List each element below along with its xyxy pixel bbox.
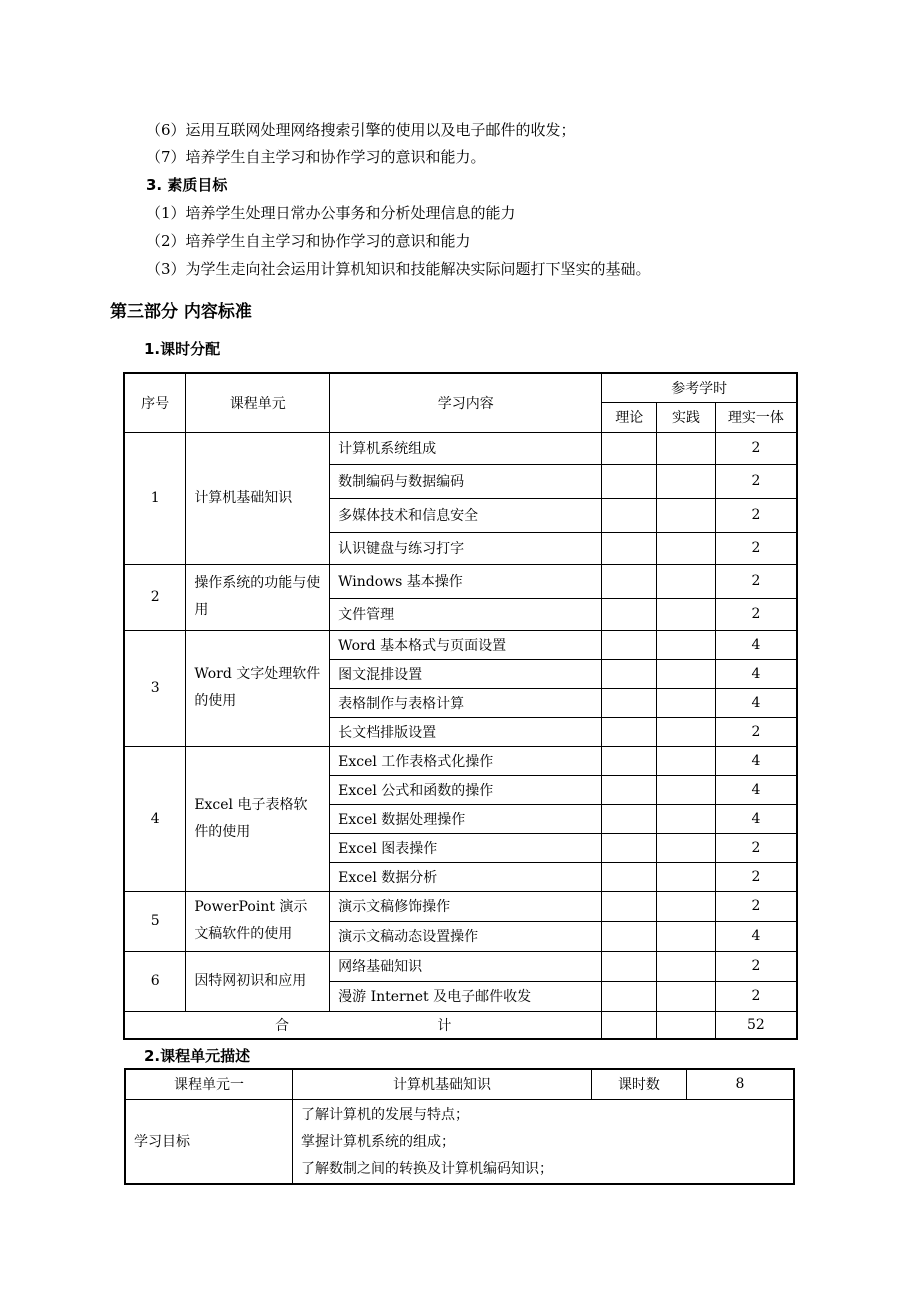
goal-item: 掌握计算机系统的组成； <box>301 1133 456 1150</box>
practice-hours <box>657 630 716 659</box>
theory-hours <box>602 891 657 921</box>
goal-list <box>293 1099 794 1184</box>
header-content: 学习内容 <box>330 373 602 432</box>
quality-heading: 3. 素质目标 <box>146 176 228 194</box>
part3-title: 第三部分 内容标准 <box>110 302 252 322</box>
integrated-hours: 2 <box>715 464 797 498</box>
total-row <box>124 1011 797 1039</box>
table-row <box>124 746 797 775</box>
total-hours: 52 <box>715 1011 797 1039</box>
unit-name: 因特网初识和应用 <box>186 951 330 1011</box>
hours-allocation-table <box>123 372 798 1040</box>
learning-content: 长文档排版设置 <box>330 717 602 746</box>
integrated-hours: 4 <box>715 630 797 659</box>
quality-item-3: （3）为学生走向社会运用计算机知识和技能解决实际问题打下坚实的基础。 <box>146 260 651 278</box>
table-row <box>124 564 797 598</box>
practice-hours <box>657 862 716 891</box>
integrated-hours: 2 <box>715 598 797 630</box>
header-integrated: 理实一体 <box>715 402 797 432</box>
practice-hours <box>657 717 716 746</box>
learning-content: 认识键盘与练习打字 <box>330 532 602 564</box>
theory-hours <box>602 921 657 951</box>
unit-seq: 6 <box>124 951 186 1011</box>
header-practice: 实践 <box>657 402 716 432</box>
goal-label: 学习目标 <box>125 1099 293 1184</box>
integrated-hours: 2 <box>715 833 797 862</box>
practice-hours <box>657 981 716 1011</box>
learning-content: 表格制作与表格计算 <box>330 688 602 717</box>
header-theory: 理论 <box>602 402 657 432</box>
unit-seq: 2 <box>124 564 186 630</box>
practice-hours <box>657 598 716 630</box>
integrated-hours: 2 <box>715 981 797 1011</box>
header-ref-hours: 参考学时 <box>602 373 797 402</box>
integrated-hours: 2 <box>715 432 797 464</box>
theory-hours <box>602 630 657 659</box>
practice-hours <box>657 746 716 775</box>
table-row <box>124 630 797 659</box>
practice-hours <box>657 659 716 688</box>
theory-hours <box>602 717 657 746</box>
practice-hours <box>657 804 716 833</box>
intro-item-6: （6）运用互联网处理网络搜索引擎的使用以及电子邮件的收发； <box>146 121 576 139</box>
learning-content: Excel 公式和函数的操作 <box>330 775 602 804</box>
integrated-hours: 2 <box>715 498 797 532</box>
hours-label: 课时数 <box>592 1069 687 1099</box>
theory-hours <box>602 598 657 630</box>
table-row <box>124 951 797 981</box>
unit-seq: 1 <box>124 432 186 564</box>
theory-hours <box>602 775 657 804</box>
learning-content: Excel 图表操作 <box>330 833 602 862</box>
learning-content: Windows 基本操作 <box>330 564 602 598</box>
integrated-hours: 4 <box>715 775 797 804</box>
integrated-hours: 2 <box>715 951 797 981</box>
theory-hours <box>602 532 657 564</box>
learning-content: Excel 数据分析 <box>330 862 602 891</box>
learning-content: Excel 工作表格式化操作 <box>330 746 602 775</box>
learning-content: 多媒体技术和信息安全 <box>330 498 602 532</box>
practice-hours <box>657 833 716 862</box>
integrated-hours: 4 <box>715 804 797 833</box>
unit-name: PowerPoint 演示文稿软件的使用 <box>186 891 330 951</box>
unit-name: Word 文字处理软件的使用 <box>186 630 330 746</box>
unit-seq: 3 <box>124 630 186 746</box>
unit-label: 课程单元一 <box>125 1069 293 1099</box>
header-unit: 课程单元 <box>186 373 330 432</box>
learning-content: 漫游 Internet 及电子邮件收发 <box>330 981 602 1011</box>
learning-content: Word 基本格式与页面设置 <box>330 630 602 659</box>
integrated-hours: 4 <box>715 659 797 688</box>
theory-hours <box>602 804 657 833</box>
goal-item: 了解计算机的发展与特点； <box>301 1106 470 1123</box>
learning-content: 演示文稿动态设置操作 <box>330 921 602 951</box>
total-label: 合计 <box>124 1011 602 1039</box>
alloc-heading: 1.课时分配 <box>144 340 221 358</box>
theory-hours <box>602 659 657 688</box>
theory-hours <box>602 951 657 981</box>
unit-name: 操作系统的功能与使用 <box>186 564 330 630</box>
unit-hours: 8 <box>686 1069 794 1099</box>
integrated-hours: 2 <box>715 717 797 746</box>
unit-description-table <box>124 1068 795 1185</box>
table-row <box>124 891 797 921</box>
theory-hours <box>602 833 657 862</box>
unit-name: 计算机基础知识 <box>293 1069 592 1099</box>
unit-name: 计算机基础知识 <box>186 432 330 564</box>
desc-heading: 2.课程单元描述 <box>144 1047 251 1065</box>
unit-seq: 4 <box>124 746 186 891</box>
goal-item: 了解数制之间的转换及计算机编码知识； <box>301 1160 554 1177</box>
practice-total <box>657 1011 716 1039</box>
practice-hours <box>657 891 716 921</box>
learning-content: 演示文稿修饰操作 <box>330 891 602 921</box>
practice-hours <box>657 498 716 532</box>
practice-hours <box>657 564 716 598</box>
practice-hours <box>657 951 716 981</box>
theory-total <box>602 1011 657 1039</box>
integrated-hours: 2 <box>715 862 797 891</box>
practice-hours <box>657 921 716 951</box>
practice-hours <box>657 432 716 464</box>
learning-content: 文件管理 <box>330 598 602 630</box>
unit-seq: 5 <box>124 891 186 951</box>
learning-content: Excel 数据处理操作 <box>330 804 602 833</box>
intro-item-7: （7）培养学生自主学习和协作学习的意识和能力。 <box>146 148 486 166</box>
integrated-hours: 2 <box>715 564 797 598</box>
integrated-hours: 4 <box>715 688 797 717</box>
unit-name: Excel 电子表格软件的使用 <box>186 746 330 891</box>
theory-hours <box>602 746 657 775</box>
theory-hours <box>602 464 657 498</box>
quality-item-1: （1）培养学生处理日常办公事务和分析处理信息的能力 <box>146 204 516 222</box>
theory-hours <box>602 862 657 891</box>
practice-hours <box>657 532 716 564</box>
practice-hours <box>657 464 716 498</box>
learning-content: 图文混排设置 <box>330 659 602 688</box>
theory-hours <box>602 498 657 532</box>
learning-content: 网络基础知识 <box>330 951 602 981</box>
table-row <box>124 432 797 464</box>
integrated-hours: 2 <box>715 891 797 921</box>
theory-hours <box>602 688 657 717</box>
practice-hours <box>657 688 716 717</box>
quality-item-2: （2）培养学生自主学习和协作学习的意识和能力 <box>146 232 471 250</box>
practice-hours <box>657 775 716 804</box>
integrated-hours: 4 <box>715 921 797 951</box>
learning-content: 数制编码与数据编码 <box>330 464 602 498</box>
theory-hours <box>602 564 657 598</box>
theory-hours <box>602 432 657 464</box>
header-seq: 序号 <box>124 373 186 432</box>
learning-content: 计算机系统组成 <box>330 432 602 464</box>
integrated-hours: 2 <box>715 532 797 564</box>
theory-hours <box>602 981 657 1011</box>
integrated-hours: 4 <box>715 746 797 775</box>
